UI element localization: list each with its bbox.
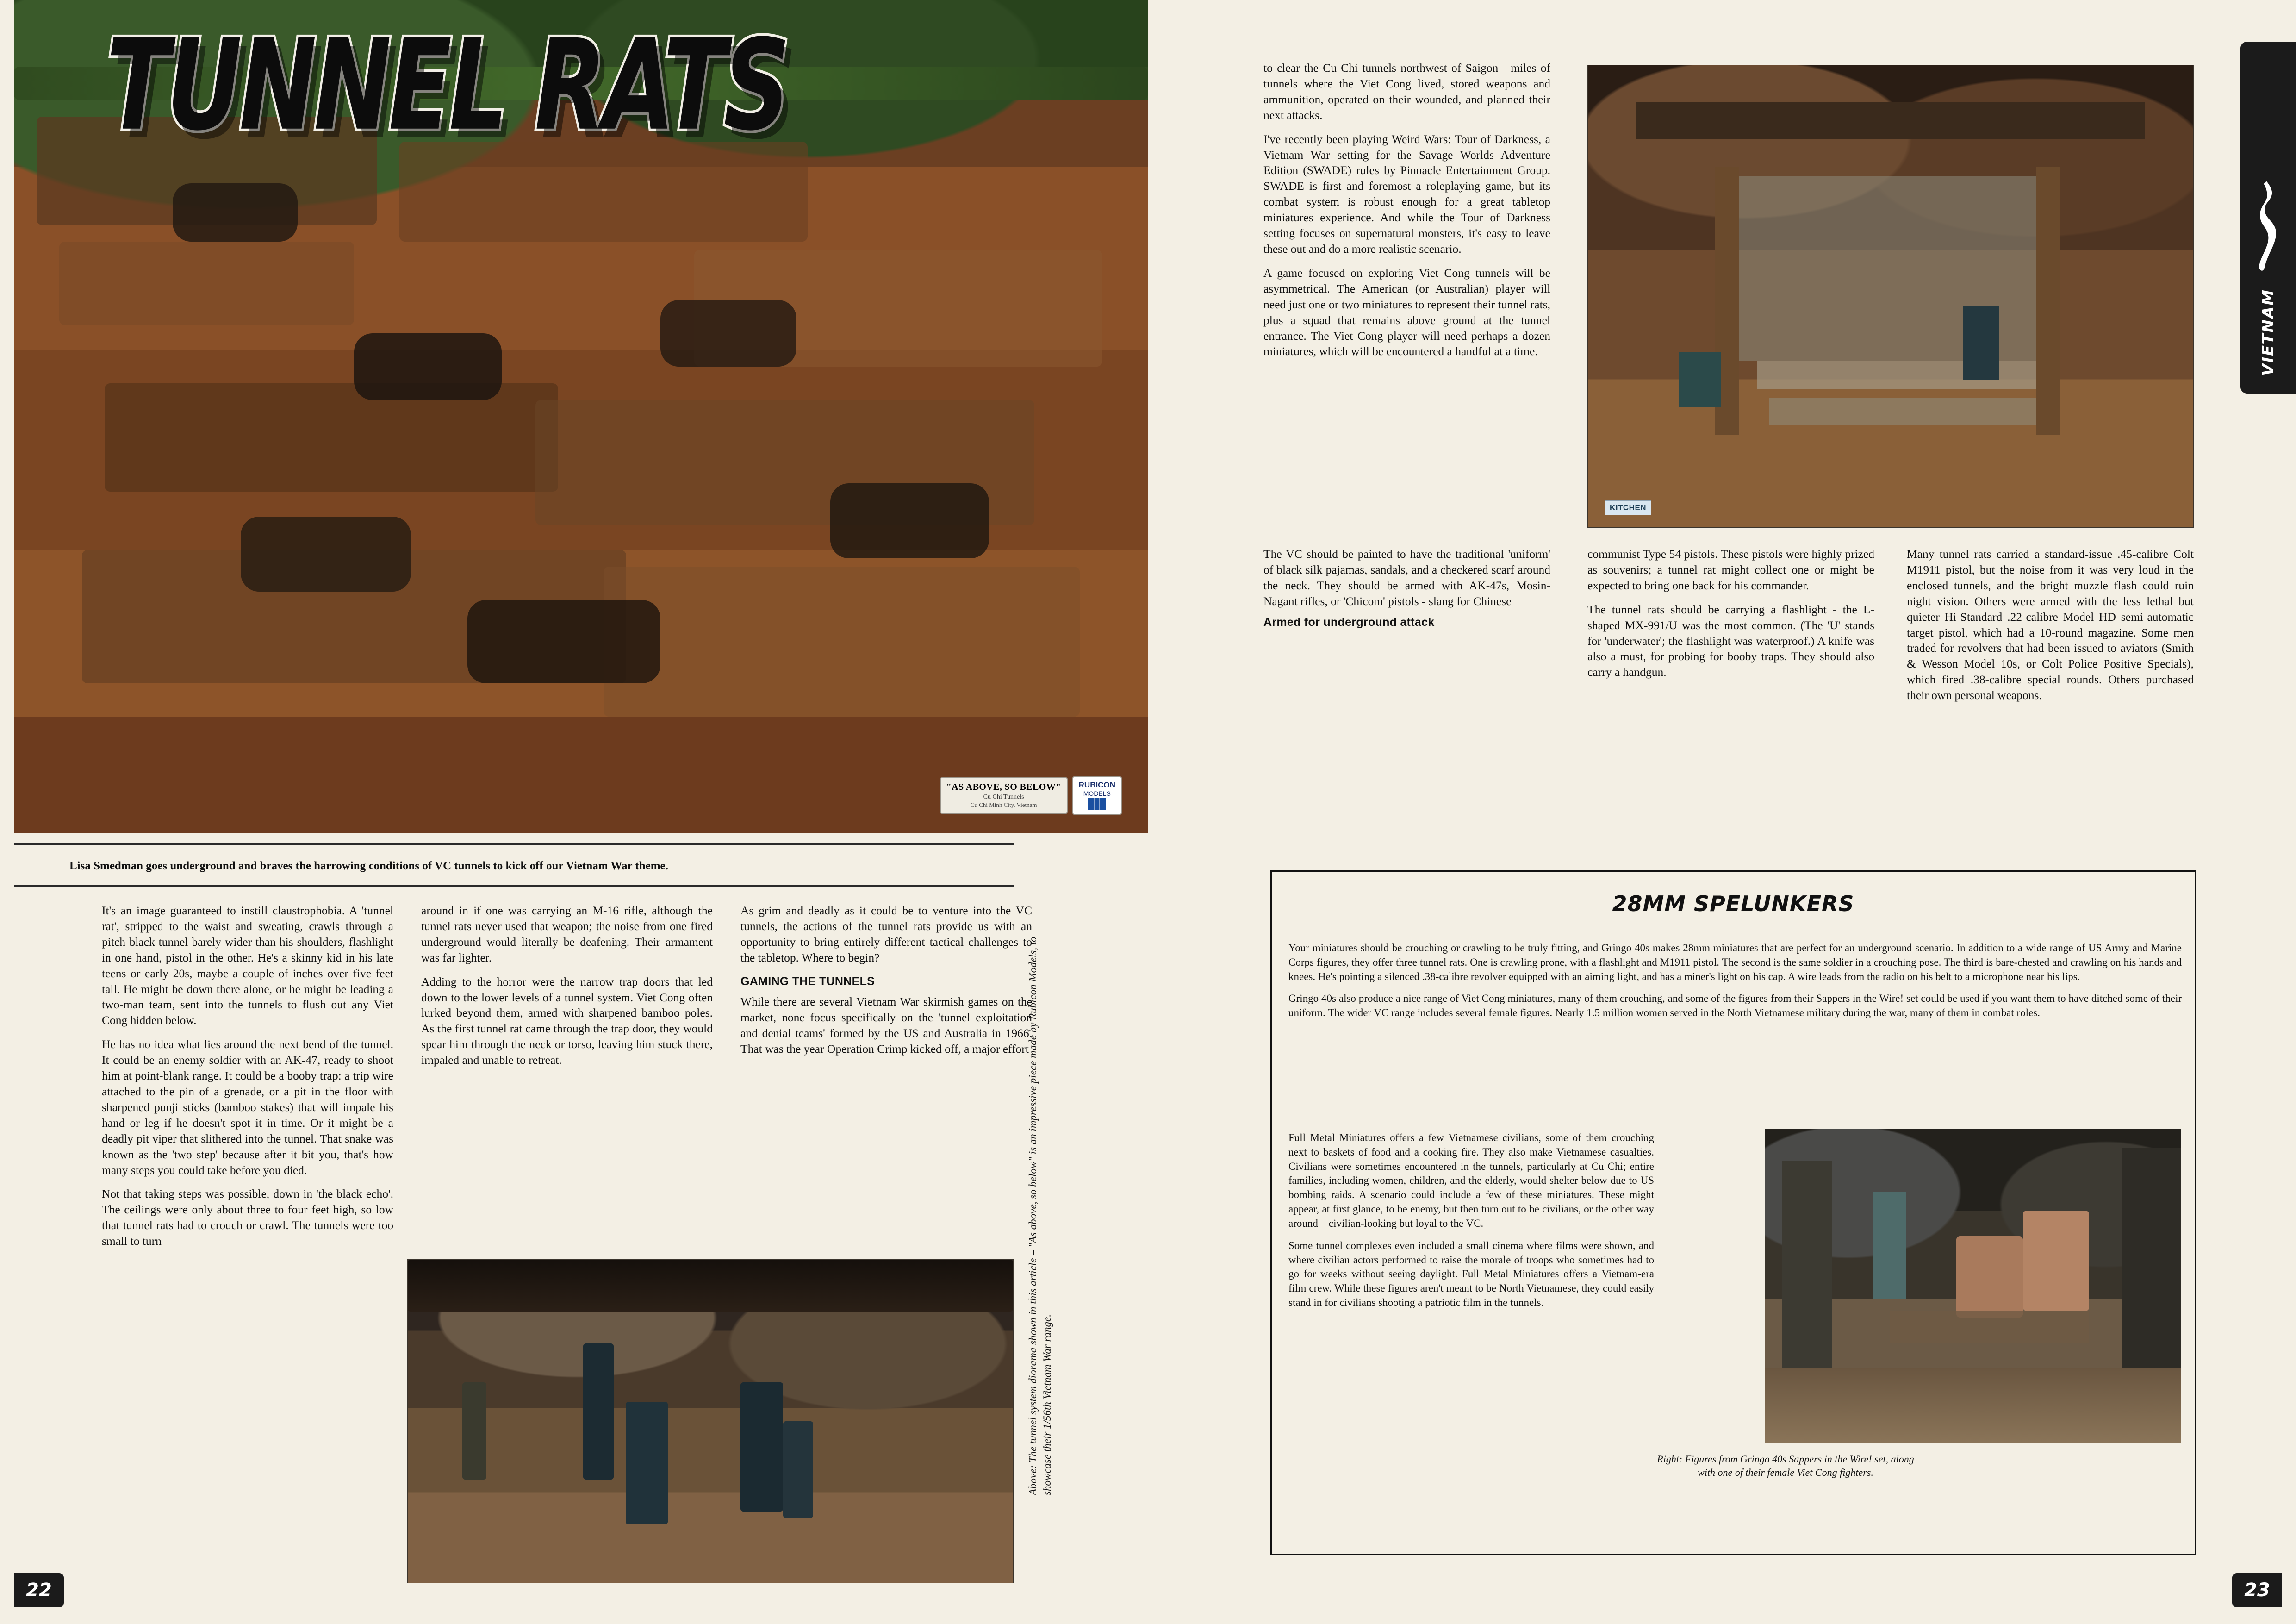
left-column-1 [102,903,393,1257]
sidebar-photo-credit: Right: Figures from Gringo 40s Sappers in the Wire! set, along with one of their female Viet Cong fighters. [1657,1453,1914,1478]
right-column-1 [1263,60,1550,368]
paragraph: Many tunnel rats carried a standard-issue .45-calibre Colt M1911 pistol, but the noise from it was very loud in the enclosed tunnels, and the bright muzzle flash could ruin night vision. Others were armed with the less lethal but quieter Hi-Standard .22-calibre Model HD semi-automatic target pistol, which had a 10-round magazine. Some men traded for revolvers that had been issued to aviators (Smith & Wesson Model 10s, or Colt Police Positive Specials), which fired .38-calibre special rounds. Others purchased their own personal weapons. [1907,547,2194,702]
paragraph: I've recently been playing Weird Wars: Tour of Darkness, a Vietnam War setting for the Savage Worlds Adventure Edition (SWADE) rules by Pinnacle Entertainment Group. SWADE is first and foremost a roleplaying game, but its combat system is robust enough for a great tabletop miniatures experience. And while the Tour of Darkness setting focuses on supernatural monsters, it's easy to leave these out and do a more realistic scenario. [1263,132,1550,256]
page-number-right: 23 [2232,1573,2282,1607]
diorama-caption-line3: Cu Chi Minh City, Vietnam [970,801,1037,808]
paragraph: As grim and deadly as it could be to venture into the VC tunnels, the actions of the tunnel rats provide us with an opportunity to bring entirely different tactical challenges to the tabletop. Where to begin? [740,904,1032,964]
sidebar-28mm-spelunkers [1270,870,2196,1555]
subheading-gaming-the-tunnels: GAMING THE TUNNELS [740,974,875,988]
section-tab-label: VIETNAM [2259,289,2277,376]
paragraph: He has no idea what lies around the next bend of the tunnel. It could be an enemy soldier with an AK-47, ready to shoot him at point-blank range. It could be a booby trap: a trip wire attached to the pin of a grenade, or a pit in the floor with sharpened punji sticks (bamboo stakes) that will impale his hand or leg if he doesn't spot it in time. Or it might be a deadly pit viper that slithered into the tunnel. That snake was known as the 'two step' because after it bit you, that's how many steps you could take before you died. [102,1037,393,1177]
paragraph: Your miniatures should be crouching or crawling to be truly fitting, and Gringo 40s makes 28mm miniatures that are perfect for an underground scenario. In addition to a wide range of US Army and Marine Corps figures, they offer three tunnel rats. One is crawling prone, with a flashlight and M1911 pistol. The second is the same soldier in a crouching pose. The third is bare-chested and crawling on his hands and knees. He's pointing a silenced .38-calibre revolver equipped with an aiming light, and has a miner's light on his cap. A wire leads from the radio on his belt to a microphone near his lips. [1288,942,2182,982]
paragraph: Some tunnel complexes even included a small cinema where films were shown, and where civilian actors performed to raise the morale of troops who sometimes had to go for weeks without seeing daylight. Full Metal Miniatures offers a Vietnam-era film crew. While these figures aren't meant to be North Vietnamese, they could easily stand in for civilians shooting a patriotic film in the tunnels. [1288,1239,1654,1308]
paragraph: to clear the Cu Chi tunnels northwest of Saigon - miles of tunnels where the Viet Cong lived, stored weapons and ammunition, operated on their wounded, and planned their next attacks. [1263,61,1550,122]
paragraph: The VC should be painted to have the traditional 'uniform' of black silk pajamas, sandals, and a checkered scarf around the neck. They should be armed with AK-47s, Mosin-Nagant rifles, or 'Chicom' pistols - slang for Chinese [1263,547,1550,608]
rubicon-sub: MODELS [1083,790,1111,797]
sidebar-title: 28MM SPELUNKERS [1612,891,1854,916]
right-column-4 [1907,546,2194,712]
paragraph: Gringo 40s also produce a nice range of Viet Cong miniatures, many of them crouching, and some of the figures from their Sappers in the Wire! set could be used if you want them to have ditched some of their uniform. The wider VC range includes several female figures. Nearly 1.5 million women served in the North Vietnamese military during the war, many of them in combat roles. [1288,993,2182,1019]
gringo40s-miniatures-photo [1765,1129,2181,1443]
hero-caption-group [940,776,1122,815]
article-title: TUNNEL RATS [106,13,788,159]
sidebar-intro [1288,941,2182,1028]
subheading-armed-for-underground-attack: Armed for underground attack [1263,615,1435,629]
standfirst-rule-top [14,843,1014,845]
paragraph: Adding to the horror were the narrow trap doors that led down to the lower levels of a tunnel system. Viet Cong often lurked beyond them, armed with sharpened bamboo poles. As the first tunnel rat came through the trap door, they would spear him through the neck or torso, leaving him stuck there, impaled and unable to retreat. [421,974,713,1067]
rubicon-mark-icon [1088,798,1106,810]
left-column-2 [421,903,713,1076]
paragraph: A game focused on exploring Viet Cong tunnels will be asymmetrical. The American (or Australian) player will need just one or two miniatures to represent their tunnel rats, plus a squad that remains above ground at the tunnel entrance. The Viet Cong player will need perhaps a dozen miniatures, which will be encountered a handful at a time. [1263,266,1550,358]
left-column-3 [740,903,1032,1065]
rubicon-models-logo [1072,776,1122,815]
right-column-2 [1263,546,1550,635]
paragraph: Full Metal Miniatures offers a few Vietnamese civilians, some of them crouching next to baskets of food and a cooking fire. They also make Vietnamese casualties. Civilians were sometimes encountered in the tunnels, particularly at Cu Chi; entire families, including women, children, and the elderly, would shelter below due to US bombing raids. A scenario could include a few of these miniatures. These might appear, at first glance, to be enemy, but then turn out to be civilians, or the other way around – civilian-looking but loyal to the VC. [1288,1132,1654,1229]
section-tab-vietnam[interactable] [2240,42,2296,394]
diorama-caption-line1: "AS ABOVE, SO BELOW" [946,782,1061,793]
sidebar-left-body [1288,1131,1654,1318]
paragraph: It's an image guaranteed to instill claustrophobia. A 'tunnel rat', stripped to the waist and sweating, crawls through a pitch-black tunnel barely wider than his shoulders, flashlight in one hand, pistol in the other. He's a skinny kid in his late teens or early 20s, maybe a couple of inches over five feet tall. He might be down there alone, or he might be leading a two-man team, sent into the tunnels to flush out any Viet Cong hidden below. [102,904,393,1027]
paragraph: around in if one was carrying an M-16 rifle, although the tunnel rats never used that weapon; the noise from one fired underground would literally be deafening. Their armament was far lighter. [421,904,713,964]
paragraph: Not that taking steps was possible, down in 'the black echo'. The ceilings were only about three to four feet high, so low that tunnel rats had to crouch or crawl. The tunnels were too small to turn [102,1187,393,1248]
page-number-left: 22 [14,1573,64,1607]
tunnel-kitchen-photo [1587,65,2194,528]
standfirst-rule-bottom [14,885,1014,887]
kitchen-label-tag: KITCHEN [1605,500,1651,515]
paragraph: While there are several Vietnam War skirmish games on the market, none focus specifically on the 'tunnel exploitation and denial teams' formed by the US and Australia in 1966. That was the year Operation Crimp kicked off, a major effort [740,994,1032,1056]
vietnam-map-icon [2255,178,2282,275]
diorama-caption-line2: Cu Chi Tunnels [983,793,1024,801]
paragraph: communist Type 54 pistols. These pistols were highly prized as souvenirs; a tunnel rat might collect one or might be expected to bring one back for his commander. [1587,547,1874,592]
rubicon-name: RUBICON [1078,781,1115,789]
vertical-photo-caption: Above: The tunnel system diorama shown in this article – "As above, so below" is an impressive piece made by Rubicon Models, to showcase their 1/56th Vietnam War range. [1027,937,1053,1495]
paragraph: The tunnel rats should be carrying a flashlight - the L-shaped MX-991/U was the most common. (The 'U' stands for 'underwater'; the flashlight was waterproof.) A knife was also a must, for probing for booby traps. They should also carry a handgun. [1587,602,1874,679]
right-column-3 [1587,546,1874,688]
hero-diorama-photo [14,0,1148,833]
diorama-caption [940,777,1068,814]
standfirst: Lisa Smedman goes underground and braves the harrowing conditions of VC tunnels to kick off our Vietnam War theme. [69,860,668,872]
tunnel-interior-photo [407,1259,1014,1583]
